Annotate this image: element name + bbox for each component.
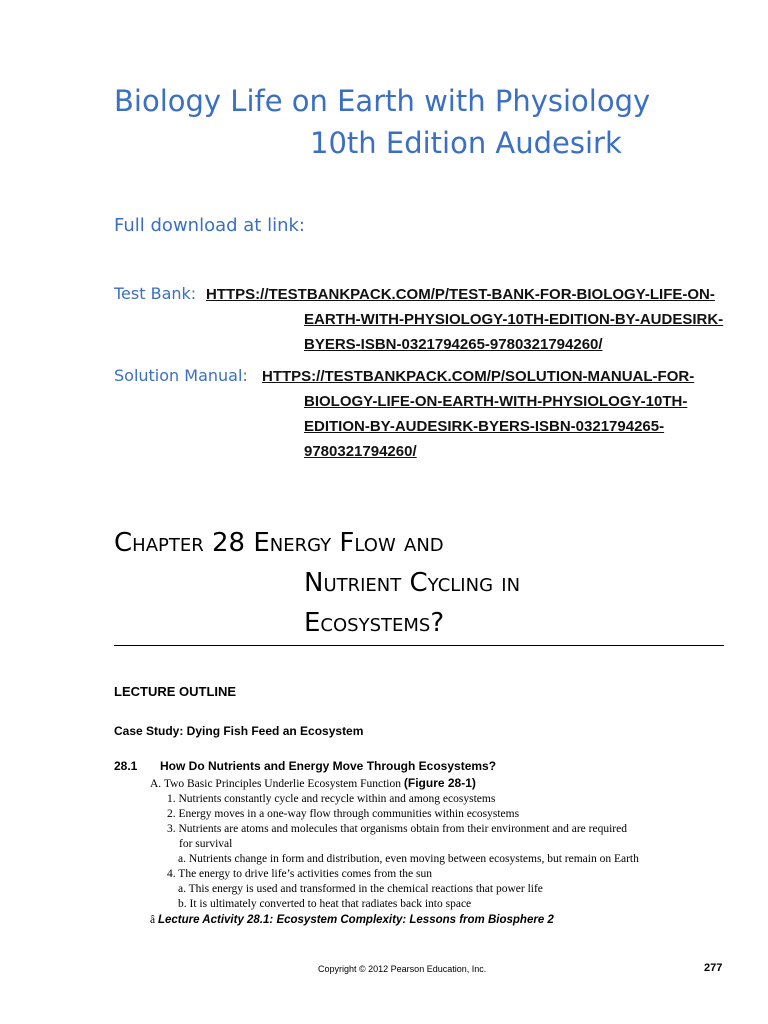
chapter-line-2: Nutrient Cycling in [304, 568, 521, 598]
test-bank-link-line-3[interactable]: BYERS-ISBN-0321794265-9780321794260/ [304, 336, 603, 353]
outline-item-4b: b. It is ultimately converted to heat that radiates back into space [178, 898, 472, 910]
solution-manual-link-line-1[interactable]: HTTPS://TESTBANKPACK.COM/P/SOLUTION-MANUAL-FOR- [262, 368, 695, 385]
solution-manual-link-line-4[interactable]: 9780321794260/ [304, 443, 417, 460]
lecture-activity-text: Lecture Activity 28.1: Ecosystem Complexity: Lessons from Biosphere 2 [157, 914, 554, 926]
solution-manual-link-line-2[interactable]: BIOLOGY-LIFE-ON-EARTH-WITH-PHYSIOLOGY-10TH- [304, 393, 688, 410]
outline-item-a [150, 776, 476, 792]
chapter-line-1: Chapter 28 Energy Flow and [114, 528, 444, 558]
lecture-activity [150, 913, 554, 928]
outline-item-a-text: A. Two Basic Principles Underlie Ecosystem Function [150, 778, 401, 790]
page-number: 277 [704, 962, 723, 974]
section-number: 28.1 [114, 759, 138, 773]
chapter-heading [114, 523, 734, 643]
outline-item-3: 3. Nutrients are atoms and molecules that organisms obtain from their environment and are required [167, 823, 627, 835]
outline-item-3-continued: for survival [179, 838, 233, 850]
section-title: How Do Nutrients and Energy Move Through Ecosystems? [160, 759, 497, 773]
full-download-label: Full download at link: [114, 215, 305, 236]
outline-item-2: 2. Energy moves in a one-way flow through communities within ecosystems [167, 808, 520, 820]
section-heading [114, 759, 496, 773]
solution-manual-label: Solution Manual: [114, 366, 248, 385]
test-bank-link-line-1[interactable]: HTTPS://TESTBANKPACK.COM/P/TEST-BANK-FOR-BIOLOGY-LIFE-ON- [206, 286, 715, 303]
outline-item-4: 4. The energy to drive life’s activities comes from the sun [167, 868, 432, 880]
outline-item-3a: a. Nutrients change in form and distribution, even moving between ecosystems, but remain on Earth [178, 853, 639, 865]
test-bank-label: Test Bank: [114, 284, 197, 303]
test-bank-link-line-2[interactable]: EARTH-WITH-PHYSIOLOGY-10TH-EDITION-BY-AUDESIRK- [304, 311, 724, 328]
outline-item-4a: a. This energy is used and transformed in the chemical reactions that power life [178, 883, 543, 895]
case-study-heading: Case Study: Dying Fish Feed an Ecosystem [114, 724, 364, 738]
title-line-2: 10th Edition Audesirk [310, 126, 622, 160]
lecture-outline-heading: LECTURE OUTLINE [114, 684, 237, 699]
outline-item-1: 1. Nutrients constantly cycle and recycle within and among ecosystems [167, 793, 496, 805]
title-line-1: Biology Life on Earth with Physiology [114, 84, 651, 118]
solution-manual-link-line-3[interactable]: EDITION-BY-AUDESIRK-BYERS-ISBN-0321794265- [304, 418, 665, 435]
copyright-footer: Copyright © 2012 Pearson Education, Inc. [318, 964, 487, 974]
chapter-line-3: Ecosystems? [304, 608, 445, 638]
chapter-divider [114, 645, 724, 646]
document-title [114, 80, 754, 164]
lecture-activity-icon: â [150, 914, 156, 926]
outline-item-a-figure-ref: (Figure 28-1) [403, 776, 476, 790]
